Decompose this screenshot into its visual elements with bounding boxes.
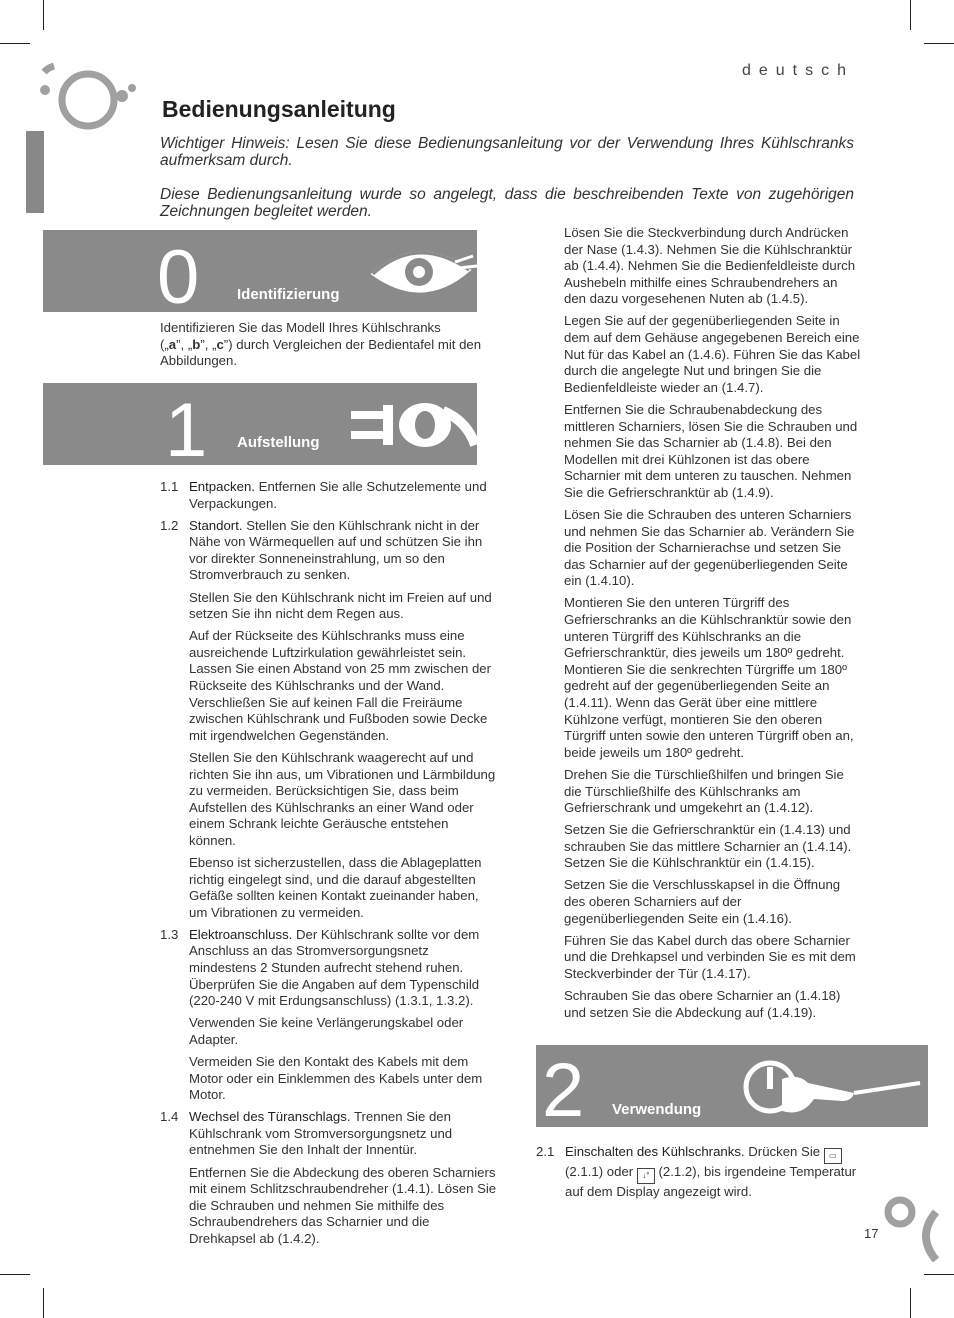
paragraph: Vermeiden Sie den Kontakt des Kabels mit dem Motor oder ein Einklemmen des Kabels unter dem Motor. — [189, 1054, 483, 1103]
section-label: Verwendung — [612, 1101, 702, 1118]
identify-bold: Identifizieren Sie das Modell Ihres Kühlschranks — [160, 320, 441, 335]
paragraph: Führen Sie das Kabel durch das obere Scharnier und die Drehkapsel und verbinden Sie es mit dem Steckverbinder der Tür (1.4.17). — [564, 932, 856, 981]
paragraph: Stellen Sie den Kühlschrank waagerecht auf und richten Sie ihn aus, um Vibrationen und Lärmbildung zu vermeiden. Berücksichtigen Sie, dass beim Aufstellen des Kühlschranks an einer Wand oder einem Schrank leichte Geräusche entstehen können. — [189, 749, 496, 848]
left-column — [160, 479, 498, 1253]
crop-mark — [43, 0, 44, 30]
section-band-identifizierung — [43, 230, 477, 312]
item-text: Stellen Sie den Kühlschrank nicht in der Nähe von Wärmequellen auf und schützen Sie ihn vor direkter Sonneneinstrahlung, um so den Stromverbrauch zu senken. — [189, 517, 483, 583]
item-number: 1.3 — [160, 926, 179, 942]
section-label: Aufstellung — [237, 434, 320, 451]
list-item — [160, 1109, 498, 1159]
paragraph: Entfernen Sie die Schraubenabdeckung des mittleren Scharniers, lösen Sie die Schrauben und nehmen Sie das Scharnier ab (1.4.8). Bei den Modellen mit drei Kühlzonen ist das obere Scharnier mit dem unteren zu tauschen. Nehmen Sie die Gefrierschranktür ab (1.4.9). — [564, 401, 858, 500]
section-band-aufstellung — [43, 383, 477, 465]
crop-mark — [910, 1288, 911, 1318]
item-number: 1.4 — [160, 1109, 179, 1125]
eye-icon — [365, 240, 477, 304]
paragraph: Verwenden Sie keine Verlängerungskabel oder Adapter. — [189, 1015, 464, 1047]
page-title: Bedienungsanleitung — [162, 96, 396, 122]
item-text: (2.1.1) oder — [565, 1164, 637, 1179]
paragraph: Schrauben Sie das obere Scharnier an (1.4.18) und setzen Sie die Abdeckung auf (1.4.19). — [564, 988, 841, 1020]
paragraph: Setzen Sie die Verschlusskapsel in die Öffnung des oberen Scharniers auf der gegenüberliegenden Seite ein (1.4.16). — [564, 877, 841, 926]
text-fragment: („ — [160, 336, 169, 352]
paragraph: Drehen Sie die Türschließhilfen und bringen Sie die Türschließhilfe des Kühlschranks am Gefrierschrank und umgekehrt an (1.4.12). — [564, 766, 844, 816]
paragraph: Setzen Sie die Gefrierschranktür ein (1.4.13) und schrauben Sie das mittlere Scharnier an (1.4.14). Setzen Sie die Kühlschranktür ein (1.4.15). — [564, 822, 852, 871]
usage-text — [536, 1144, 866, 1206]
paragraph: Stellen Sie den Kühlschrank nicht im Freien auf und setzen Sie ihn nicht dem Regen aus. — [189, 589, 492, 622]
section-band-verwendung — [536, 1045, 928, 1127]
page-number: 17 — [864, 1226, 879, 1241]
crop-mark — [924, 43, 954, 44]
display-button-icon: ▭ — [824, 1148, 842, 1164]
item-heading: Entpacken. — [189, 479, 255, 494]
intro-paragraph: Diese Bedienungsanleitung wurde so angelegt, dass die beschreibenden Texte von zugehörigen Zeichnungen begleitet werden. — [160, 186, 854, 220]
item-text: Der Kühlschrank sollte vor dem Anschluss an das Stromversorgungsnetz mindestens 2 Stunden aufrecht stehend ruhen. Überprüfen Sie die Angaben auf dem Typenschild (220-240 V mit Erdungsanschluss) (1.3.1, 1.3.2). — [189, 926, 480, 1009]
item-number: 1.1 — [160, 479, 179, 494]
section-number: 2 — [542, 1048, 585, 1127]
text-fragment: ”, „ — [176, 336, 193, 352]
item-heading: Elektroanschluss. — [189, 926, 293, 942]
item-heading: Standort. — [189, 517, 243, 533]
paragraph: Auf der Rückseite des Kühlschranks muss eine ausreichende Luftzirkulation gewährleistet sein. Lassen Sie einen Abstand von 25 mm zwischen der Rückseite des Kühlschranks und der Wand. Verschließen Sie auf keinen Fall die Freiräume zwischen Kühlschrank und Fußboden sowie Decke mit irgendwelchen Gegenständen. — [189, 628, 492, 743]
intro-paragraph: Wichtiger Hinweis: Lesen Sie diese Bedienungsanleitung vor der Verwendung Ihres Kühlschranks aufmerksam durch. — [160, 135, 854, 169]
list-item — [160, 479, 498, 512]
item-text: (2.1.2), bis irgendeine Temperatur auf dem Display angezeigt wird. — [565, 1164, 857, 1199]
temperature-button-icon: ↓° — [637, 1168, 655, 1184]
crop-mark — [43, 1288, 44, 1318]
item-heading: Wechsel des Türanschlags. — [189, 1109, 351, 1125]
paragraph: Montieren Sie den unteren Türgriff des Gefrierschranks an die Kühlschranktür sowie den unteren Türgriff des Kühlschranks an die Gefrierschranktür, dies jeweils um 180º gedreht. Montieren Sie die senkrechten Türgriffe um 180º gedreht auf der gegenüberliegenden Seite an (1.4.11). Wenn das Gerät über eine mittlere Kühlzone verfügt, montieren Sie den oberen Türgriff unten sowie den unteren Türgriff oben an, beide jeweils um 180º gedreht. — [564, 595, 854, 760]
model-letter: c — [216, 336, 224, 352]
section-number: 1 — [165, 388, 208, 465]
text-fragment: ”, „ — [200, 336, 217, 352]
plug-icon — [349, 397, 477, 457]
item-text: Entfernen Sie alle Schutzelemente und Verpackungen. — [189, 479, 487, 511]
item-number: 1.2 — [160, 517, 179, 533]
language-label: deutsch — [741, 62, 854, 79]
list-item — [160, 927, 498, 1010]
right-column — [564, 225, 862, 1027]
crop-mark — [910, 0, 911, 30]
finger-press-icon — [742, 1053, 924, 1123]
section-number: 0 — [157, 235, 200, 312]
model-letter: b — [192, 336, 201, 352]
sidebar-accent-bar — [26, 131, 44, 213]
paragraph: Legen Sie auf der gegenüberliegenden Seite in dem auf dem Gehäuse angegebenen Bereich eine Nut für das Kabel an (1.4.6). Führen Sie das Kabel durch die angelegte Nut und bringen Sie die Bedienfeldleiste wieder an (1.4.7). — [564, 313, 861, 395]
list-item — [536, 1144, 866, 1201]
item-text: Drücken Sie — [744, 1144, 824, 1159]
text-fragment: ”) durch Vergleichen der Bedientafel mit den Abbildungen. — [160, 336, 482, 369]
model-letter: a — [168, 336, 177, 352]
section-label: Identifizierung — [237, 286, 340, 303]
item-text: Trennen Sie den Kühlschrank vom Stromversorgungsnetz und entnehmen Sie den Inhalt der Innentür. — [189, 1109, 453, 1158]
crop-mark — [0, 43, 30, 44]
brand-logo-icon — [40, 62, 140, 138]
item-number: 2.1 — [536, 1144, 555, 1159]
list-item — [160, 518, 498, 584]
paragraph: Lösen Sie die Schrauben des unteren Scharniers und nehmen Sie das Scharnier ab. Verändern Sie die Position der Scharnierachse und setzen Sie das Scharnier auf der gegenüberliegenden Seite ein (1.4.10). — [564, 507, 855, 589]
brand-logo-corner-icon — [880, 1192, 954, 1262]
identify-text — [160, 320, 490, 370]
crop-mark — [924, 1274, 954, 1275]
paragraph: Lösen Sie die Steckverbindung durch Andrücken der Nase (1.4.3). Nehmen Sie die Kühlschranktür ab (1.4.4). Nehmen Sie die Bedienfeldleiste durch Aushebeln mithilfe eines Schraubendrehers an den dazu vorgesehenen Nuten ab (1.4.5). — [564, 225, 856, 307]
item-heading: Einschalten des Kühlschranks. — [565, 1144, 745, 1159]
crop-mark — [0, 1274, 30, 1275]
paragraph: Entfernen Sie die Abdeckung des oberen Scharniers mit einem Schlitzschraubendreher (1.4.1). Lösen Sie die Schrauben und nehmen Sie mithilfe des Schraubendrehers das Scharnier und die Drehkapsel ab (1.4.2). — [189, 1164, 497, 1246]
paragraph: Ebenso ist sicherzustellen, dass die Ablageplatten richtig eingelegt sind, und die darauf abgestellten Gefäße sollten keinen Kontakt zueinander haben, um Vibrationen zu vermeiden. — [189, 854, 482, 920]
